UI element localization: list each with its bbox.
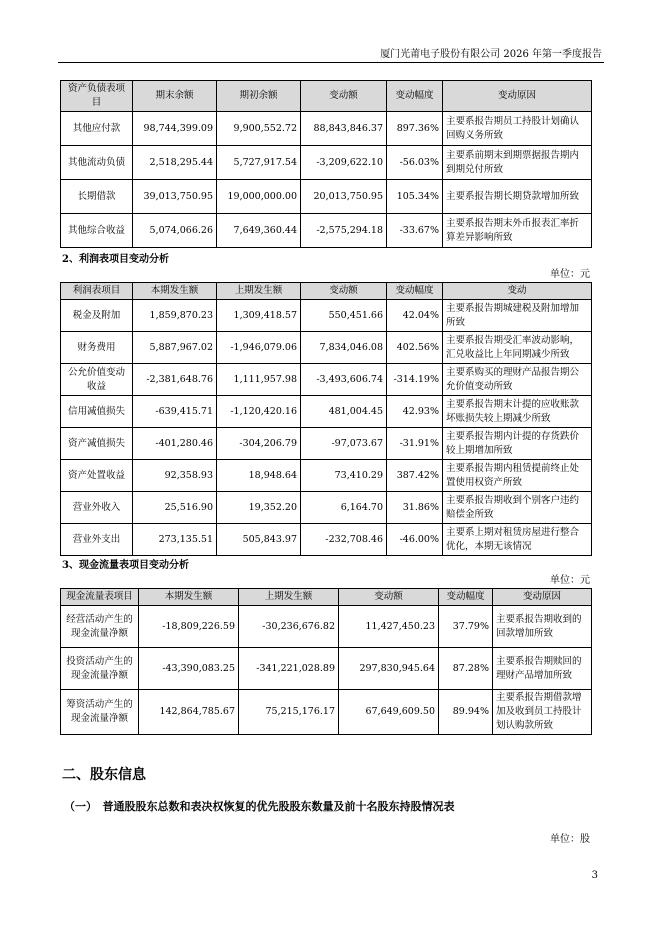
table-header-row [61,589,592,606]
cash-flow-table [60,588,592,735]
change-reason: 主要系报告期借款增加及收到员工持股计划认购款所致 [493,690,592,735]
table-row [61,332,592,364]
table-row [61,492,592,524]
value-cell: 98,744,399.09 [133,112,217,146]
value-cell: -3,209,622.10 [301,146,387,180]
column-header: 本期发生额 [139,589,239,606]
change-reason: 主要系报告期受汇率波动影响，汇兑收益比上年同期减少所致 [443,332,592,364]
value-cell: 9,900,552.72 [217,112,301,146]
value-cell: 1,309,418.57 [217,300,301,332]
page-number: 3 [591,870,598,881]
value-cell: 25,516.90 [133,492,217,524]
value-cell: 39,013,750.95 [133,180,217,214]
table-row [61,396,592,428]
table-row [61,428,592,460]
column-header: 变动额 [301,81,387,112]
value-cell: 142,864,785.67 [139,690,239,735]
value-cell: -30,236,676.82 [239,606,339,648]
cash-section-title: 3、现金流量表项目变动分析 [62,560,189,571]
value-cell: 11,427,450.23 [339,606,439,648]
value-cell: 7,834,046.08 [301,332,387,364]
value-cell: 5,074,066.26 [133,214,217,248]
value-cell: 31.86% [387,492,443,524]
table-row [61,214,592,248]
change-reason: 主要系报告期收到个别客户违约赔偿金所致 [443,492,592,524]
row-label: 资产处置收益 [61,460,133,492]
value-cell: 75,215,176.17 [239,690,339,735]
shareholder-section-title: 二、股东信息 [62,767,146,783]
value-cell: 67,649,609.50 [339,690,439,735]
table-row [61,648,592,690]
value-cell: 6,164.70 [301,492,387,524]
table-row [61,690,592,735]
value-cell: -2,381,648.76 [133,364,217,396]
value-cell: -401,280.46 [133,428,217,460]
column-header: 资产负债表项目 [61,81,133,112]
table-row [61,364,592,396]
value-cell: -2,575,294.18 [301,214,387,248]
change-reason: 主要系报告期赎回的理财产品增加所致 [493,648,592,690]
table-row [61,112,592,146]
row-label: 财务费用 [61,332,133,364]
value-cell: -43,390,083.25 [139,648,239,690]
value-cell: 37.79% [439,606,493,648]
value-cell: 105.34% [387,180,443,214]
value-cell: 87.28% [439,648,493,690]
column-header: 本期发生额 [133,283,217,300]
value-cell: -1,946,079.06 [217,332,301,364]
table-header-row [61,283,592,300]
value-cell: -33.67% [387,214,443,248]
value-cell: -31.91% [387,428,443,460]
column-header: 现金流量表项目 [61,589,139,606]
row-label: 资产减值损失 [61,428,133,460]
table-row [61,524,592,556]
change-reason: 主要系上期对租赁房屋进行整合优化，本期无该情况 [443,524,592,556]
value-cell: 897.36% [387,112,443,146]
column-header: 变动幅度 [439,589,493,606]
change-reason: 主要系报告期长期贷款增加所致 [443,180,592,214]
value-cell: -314.19% [387,364,443,396]
row-label: 营业外收入 [61,492,133,524]
shareholder-table-title: （一） 普通股股东总数和表决权恢复的优先股股东数量及前十名股东持股情况表 [64,800,455,813]
column-header: 变动幅度 [387,283,443,300]
cash-unit-label: 单位：元 [550,575,590,586]
row-label: 其他综合收益 [61,214,133,248]
change-reason: 主要系报告期末外币报表汇率折算差异影响所致 [443,214,592,248]
value-cell: -46.00% [387,524,443,556]
column-header: 变动额 [301,283,387,300]
table-row [61,300,592,332]
value-cell: 19,352.20 [217,492,301,524]
value-cell: -3,493,606.74 [301,364,387,396]
value-cell: -56.03% [387,146,443,180]
value-cell: 550,451.66 [301,300,387,332]
value-cell: -341,221,028.89 [239,648,339,690]
column-header: 上期发生额 [239,589,339,606]
change-reason: 主要系报告期末计提的应收账款坏账损失较上期减少所致 [443,396,592,428]
value-cell: 42.93% [387,396,443,428]
value-cell: 89.94% [439,690,493,735]
value-cell: 88,843,846.37 [301,112,387,146]
value-cell: 7,649,360.44 [217,214,301,248]
table-row [61,460,592,492]
column-header: 期初余额 [217,81,301,112]
value-cell: 273,135.51 [133,524,217,556]
value-cell: 19,000,000.00 [217,180,301,214]
change-reason: 主要系报告期员工持股计划确认回购义务所致 [443,112,592,146]
change-reason: 主要系报告期收到的回款增加所致 [493,606,592,648]
change-reason: 主要系报告期内租赁提前终止处置使用权资产所致 [443,460,592,492]
income-section-title: 2、利润表项目变动分析 [62,254,169,265]
value-cell: 5,727,917.54 [217,146,301,180]
change-reason: 主要系购买的理财产品报告期公允价值变动所致 [443,364,592,396]
change-reason: 主要系报告期内计提的存货跌价较上期增加所致 [443,428,592,460]
header-rule [58,62,604,63]
table-header-row [61,81,592,112]
income-unit-label: 单位：元 [550,269,590,280]
value-cell: -1,120,420.16 [217,396,301,428]
table-row [61,146,592,180]
value-cell: 5,887,967.02 [133,332,217,364]
value-cell: 42.04% [387,300,443,332]
change-reason: 主要系报告期城建税及附加增加所致 [443,300,592,332]
column-header: 期末余额 [133,81,217,112]
value-cell: 387.42% [387,460,443,492]
value-cell: 1,859,870.23 [133,300,217,332]
value-cell: -232,708.46 [301,524,387,556]
table-row [61,606,592,648]
change-reason: 主要系前期末到期票据报告期内到期兑付所致 [443,146,592,180]
value-cell: 505,843.97 [217,524,301,556]
value-cell: 73,410.29 [301,460,387,492]
column-header: 变动 [443,283,592,300]
value-cell: 297,830,945.64 [339,648,439,690]
row-label: 税金及附加 [61,300,133,332]
value-cell: -97,073.67 [301,428,387,460]
row-label: 其他流动负债 [61,146,133,180]
column-header: 变动原因 [443,81,592,112]
value-cell: 2,518,295.44 [133,146,217,180]
value-cell: -639,415.71 [133,396,217,428]
row-label: 筹资活动产生的现金流量净额 [61,690,139,735]
row-label: 信用减值损失 [61,396,133,428]
value-cell: 481,004.45 [301,396,387,428]
value-cell: -18,809,226.59 [139,606,239,648]
column-header: 上期发生额 [217,283,301,300]
column-header: 变动幅度 [387,81,443,112]
column-header: 变动原因 [493,589,592,606]
column-header: 变动额 [339,589,439,606]
value-cell: 92,358.93 [133,460,217,492]
table-row [61,180,592,214]
balance-sheet-table [60,80,592,248]
row-label: 长期借款 [61,180,133,214]
income-statement-table [60,282,592,556]
shareholder-unit-label: 单位：股 [550,834,590,845]
column-header: 利润表项目 [61,283,133,300]
value-cell: -304,206.79 [217,428,301,460]
value-cell: 20,013,750.95 [301,180,387,214]
row-label: 其他应付款 [61,112,133,146]
value-cell: 18,948.64 [217,460,301,492]
row-label: 营业外支出 [61,524,133,556]
value-cell: 402.56% [387,332,443,364]
value-cell: 1,111,957.98 [217,364,301,396]
report-header: 厦门光莆电子股份有限公司 2026 年第一季度报告 [380,49,602,60]
row-label: 经营活动产生的现金流量净额 [61,606,139,648]
row-label: 投资活动产生的现金流量净额 [61,648,139,690]
row-label: 公允价值变动收益 [61,364,133,396]
